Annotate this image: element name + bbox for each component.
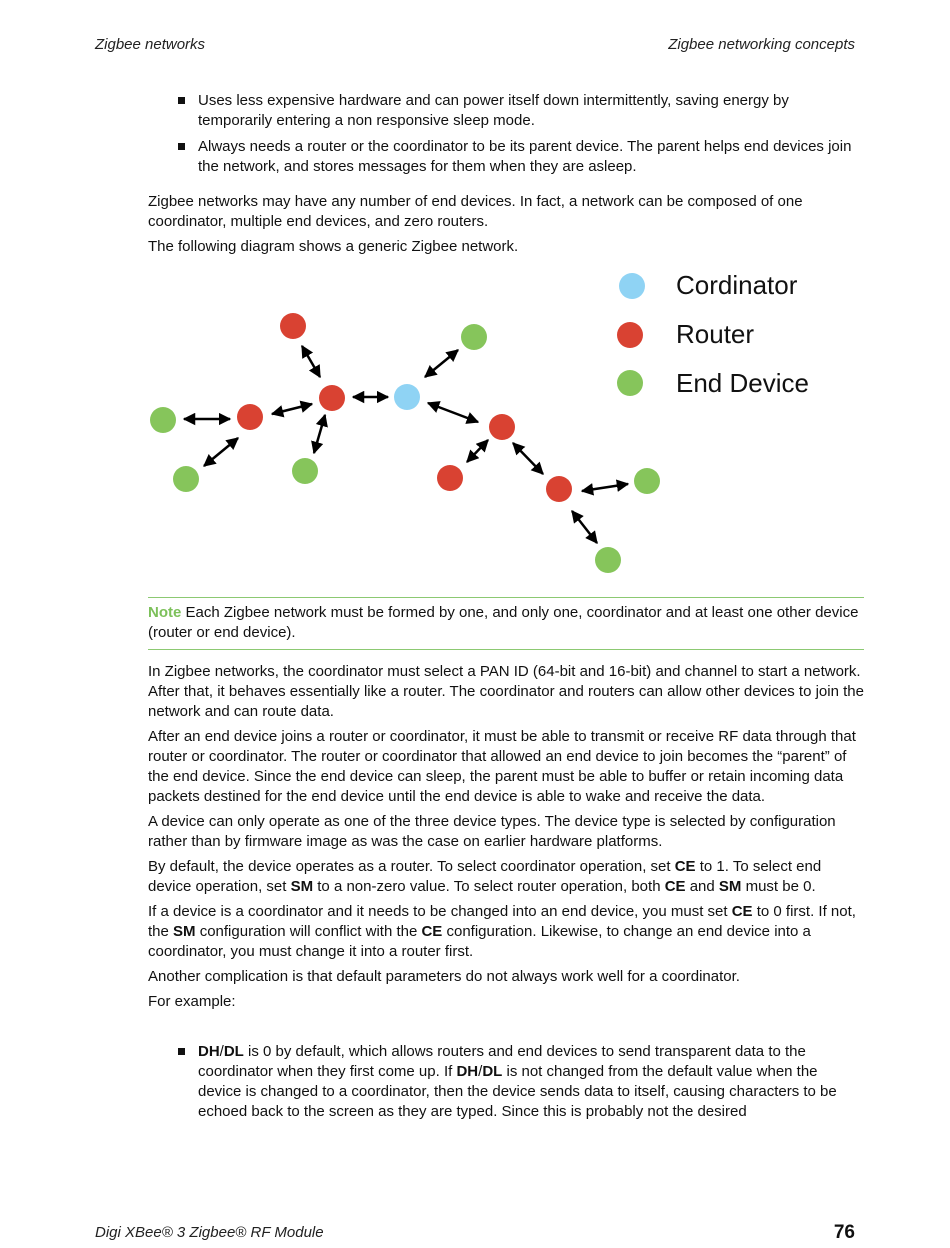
end-device-node bbox=[173, 466, 199, 492]
link-arrows bbox=[184, 346, 628, 543]
bullet-item: DH/DL is 0 by default, which allows routers and end devices to send transparent data to the coordinator when they first come up. If DH/DL is not changed from the default value when the device is changed to a coordinator, then the device sends data to itself, causing characters to be echoed back to the screen as they are typed. Since this is probably not the desired bbox=[148, 1042, 864, 1122]
paragraph: A device can only operate as one of the three device types. The device type is selected by configuration rather than by firmware image as was the case on earlier hardware platforms. bbox=[148, 813, 836, 850]
paragraph: For example: bbox=[148, 993, 236, 1010]
body-text bbox=[148, 662, 864, 1017]
bullet-square-icon bbox=[178, 143, 185, 150]
paragraph: By default, the device operates as a router. To select coordinator operation, set CE to 1. To select end device operation, set SM to a non-zero value. To select router operation, both CE and SM must be 0. bbox=[148, 858, 822, 895]
coordinator-node bbox=[394, 384, 420, 410]
link-arrow bbox=[425, 350, 458, 377]
link-arrow bbox=[428, 403, 478, 422]
legend-label: Router bbox=[676, 319, 755, 349]
legend-swatch bbox=[619, 273, 645, 299]
link-arrow bbox=[572, 511, 597, 543]
router-node bbox=[489, 414, 515, 440]
bullet-square-icon bbox=[178, 97, 185, 104]
router-node bbox=[237, 404, 263, 430]
link-arrow bbox=[302, 346, 320, 377]
paragraph: If a device is a coordinator and it needs to be changed into an end device, you must set CE to 0 first. If not, the SM configuration will conflict with the CE configuration. Likewise, to change an end device into a coordinator, you must change it into a router first. bbox=[148, 903, 856, 960]
paragraph: After an end device joins a router or coordinator, it must be able to transmit or receive RF data through that router or coordinator. The router or coordinator that allowed an end device to join becomes the “parent” of the end device. Since the end device can sleep, the parent must be able to buffer or retain incoming data packets destined for the end device until the end device is able to wake and receive the data. bbox=[148, 728, 856, 805]
footer-document-title: Digi XBee® 3 Zigbee® RF Module bbox=[95, 1224, 324, 1241]
network-nodes bbox=[150, 313, 660, 573]
paragraph: In Zigbee networks, the coordinator must select a PAN ID (64-bit and 16-bit) and channel to start a network. After that, it behaves essentially like a router. The coordinator and routers can allow other devices to join the network and can route data. bbox=[148, 663, 864, 720]
router-node bbox=[280, 313, 306, 339]
end-device-node bbox=[150, 407, 176, 433]
note-box bbox=[148, 597, 864, 650]
end-device-node bbox=[461, 324, 487, 350]
legend-swatch bbox=[617, 322, 643, 348]
intro-text bbox=[148, 192, 864, 262]
running-header-right: Zigbee networking concepts bbox=[668, 36, 855, 53]
router-node bbox=[437, 465, 463, 491]
top-bullet-list bbox=[148, 91, 864, 183]
link-arrow bbox=[272, 404, 312, 414]
end-device-node bbox=[595, 547, 621, 573]
page-number: 76 bbox=[833, 1222, 855, 1243]
router-node bbox=[546, 476, 572, 502]
bullet-item: Always needs a router or the coordinator to be its parent device. The parent helps end devices join the network, and stores messages for them when they are asleep. bbox=[148, 137, 864, 177]
running-header-left: Zigbee networks bbox=[95, 36, 206, 53]
zigbee-network-diagram bbox=[140, 262, 840, 592]
legend-label: End Device bbox=[676, 368, 809, 398]
end-device-node bbox=[292, 458, 318, 484]
link-arrow bbox=[314, 415, 325, 453]
link-arrow bbox=[513, 443, 543, 474]
legend-swatch bbox=[617, 370, 643, 396]
diagram-legend bbox=[617, 270, 809, 398]
link-arrow bbox=[582, 484, 628, 491]
note-text: Each Zigbee network must be formed by one, and only one, coordinator and at least one other device (router or end device). bbox=[148, 604, 859, 641]
paragraph: Another complication is that default parameters do not always work well for a coordinator. bbox=[148, 968, 740, 985]
bullet-square-icon bbox=[178, 1048, 185, 1055]
bottom-bullet-list bbox=[148, 1042, 864, 1128]
paragraph: The following diagram shows a generic Zigbee network. bbox=[148, 238, 519, 255]
note-label: Note bbox=[148, 604, 182, 621]
bullet-item: Uses less expensive hardware and can power itself down intermittently, saving energy by temporarily entering a non responsive sleep mode. bbox=[148, 91, 864, 131]
legend-label: Cordinator bbox=[676, 270, 798, 300]
paragraph: Zigbee networks may have any number of end devices. In fact, a network can be composed of one coordinator, multiple end devices, and zero routers. bbox=[148, 193, 803, 230]
link-arrow bbox=[467, 440, 488, 462]
link-arrow bbox=[204, 438, 238, 466]
router-node bbox=[319, 385, 345, 411]
end-device-node bbox=[634, 468, 660, 494]
